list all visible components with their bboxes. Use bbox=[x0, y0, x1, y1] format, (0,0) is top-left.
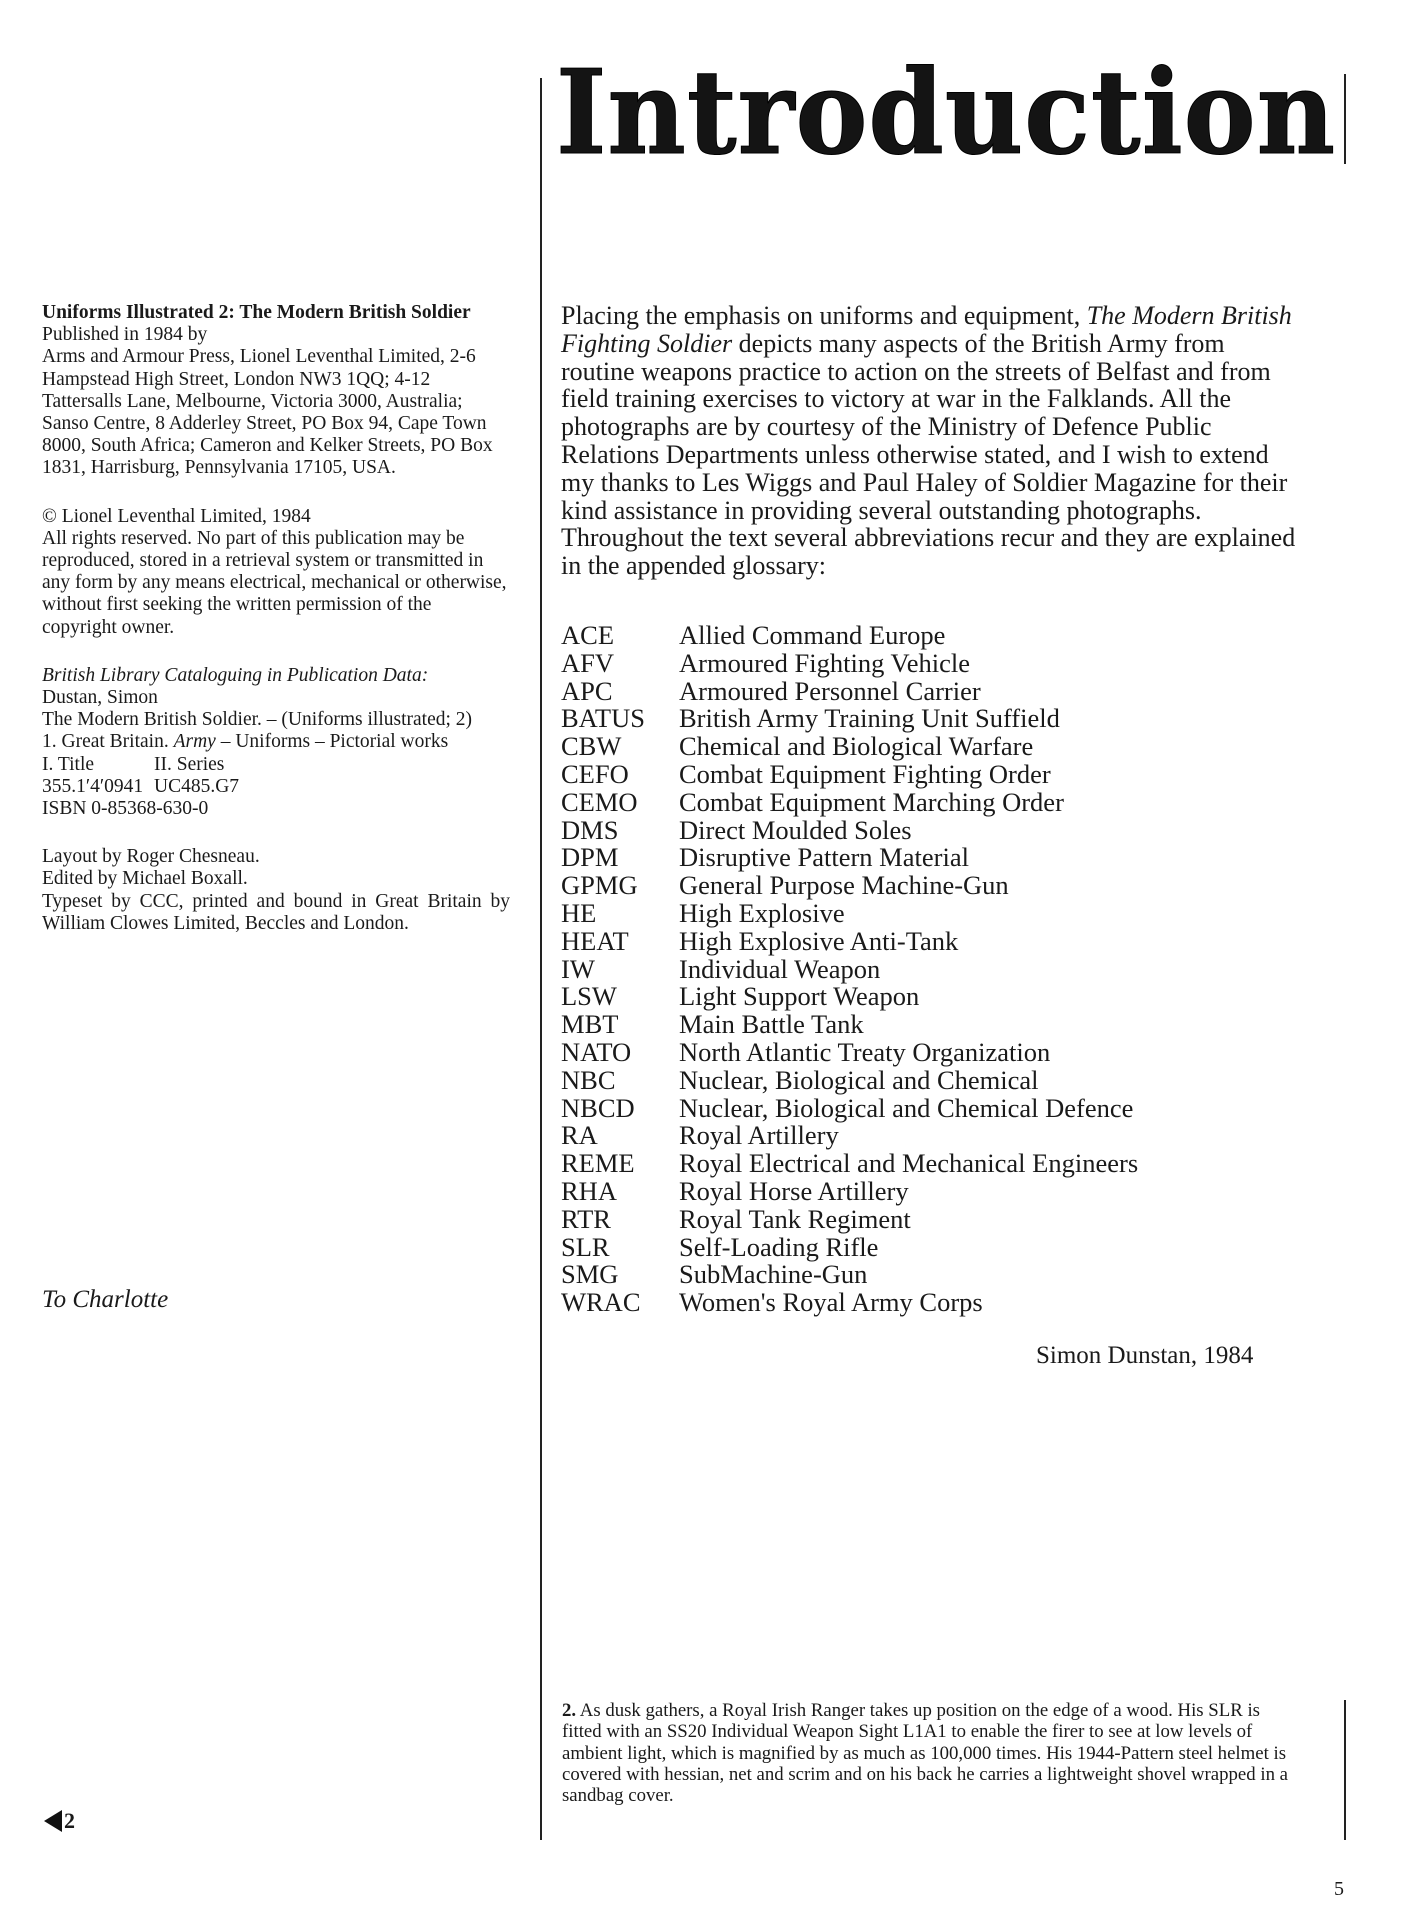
glossary-abbr: REME bbox=[561, 1148, 635, 1179]
page-marker-number: 2 bbox=[64, 1808, 75, 1833]
glossary-abbr: CEMO bbox=[561, 786, 638, 817]
page-number: 5 bbox=[1334, 1878, 1344, 1900]
cip-subject: 1. Great Britain. Army – Uniforms – Pictorial works bbox=[42, 731, 449, 753]
book-title: Uniforms Illustrated 2: The Modern British Soldier bbox=[42, 302, 471, 323]
intro-book-title: The Modern British Fighting Soldier bbox=[561, 301, 1292, 358]
published-line: Published in 1984 by bbox=[42, 324, 208, 346]
glossary-row bbox=[561, 647, 1138, 678]
imprint-column bbox=[42, 302, 510, 961]
copyright-line: © Lionel Leventhal Limited, 1984 bbox=[42, 505, 311, 527]
copyright-block bbox=[42, 506, 510, 639]
glossary-row bbox=[561, 1231, 1138, 1262]
glossary-abbr: NATO bbox=[561, 1036, 632, 1067]
layout-credit: Layout by Roger Chesneau. bbox=[42, 846, 260, 868]
glossary-row bbox=[561, 1092, 1138, 1123]
editor-credit: Edited by Michael Boxall. bbox=[42, 868, 248, 890]
glossary-definition: Allied Command Europe bbox=[679, 620, 946, 650]
glossary-definition: Nuclear, Biological and Chemical bbox=[679, 1064, 1039, 1095]
glossary-row bbox=[561, 1261, 1138, 1289]
left-arrow-icon bbox=[44, 1810, 62, 1832]
glossary-abbr: RHA bbox=[561, 1175, 617, 1206]
glossary-abbr: DMS bbox=[561, 814, 619, 845]
glossary-definition: High Explosive bbox=[679, 897, 845, 928]
glossary-definition: Armoured Personnel Carrier bbox=[679, 675, 981, 706]
glossary-row bbox=[561, 1289, 1138, 1317]
glossary-definition: General Purpose Machine-Gun bbox=[679, 870, 1009, 901]
glossary-row bbox=[561, 897, 1138, 928]
glossary-list bbox=[561, 622, 1138, 1317]
glossary-definition: Light Support Weapon bbox=[679, 981, 920, 1012]
photo-caption bbox=[562, 1700, 1292, 1806]
cip-title-series: I. Title II. Series bbox=[42, 753, 225, 775]
glossary-definition: Self-Loading Rifle bbox=[679, 1231, 879, 1262]
glossary-definition: Direct Moulded Soles bbox=[679, 814, 912, 845]
glossary-definition: Combat Equipment Marching Order bbox=[679, 786, 1064, 817]
credits-block bbox=[42, 846, 510, 935]
glossary-definition: British Army Training Unit Suffield bbox=[679, 703, 1060, 734]
glossary-row bbox=[561, 872, 1138, 900]
glossary-row bbox=[561, 1011, 1138, 1039]
glossary-row bbox=[561, 1175, 1138, 1206]
glossary-definition: Main Battle Tank bbox=[679, 1009, 864, 1040]
typeset-credit: Typeset by CCC, printed and bound in Great Britain by William Clowes Limited, Beccles and London. bbox=[42, 890, 510, 934]
glossary-definition: Individual Weapon bbox=[679, 953, 881, 984]
glossary-abbr: RTR bbox=[561, 1203, 611, 1234]
glossary-abbr: HE bbox=[561, 897, 597, 928]
glossary-abbr: CBW bbox=[561, 731, 622, 762]
intro-paragraph bbox=[561, 302, 1301, 580]
cip-classification: 355.1′4′0941 UC485.G7 bbox=[42, 775, 240, 797]
glossary-definition: Nuclear, Biological and Chemical Defence bbox=[679, 1092, 1134, 1123]
author-signature: Simon Dunstan, 1984 bbox=[1036, 1342, 1254, 1369]
glossary-abbr: MBT bbox=[561, 1009, 619, 1040]
glossary-row bbox=[561, 733, 1138, 761]
glossary-row bbox=[561, 705, 1138, 733]
intro-text-before: Placing the emphasis on uniforms and equipment, bbox=[561, 301, 1081, 330]
cip-heading: British Library Cataloguing in Publication Data: bbox=[42, 664, 429, 686]
glossary-row bbox=[561, 1122, 1138, 1150]
glossary-definition: High Explosive Anti-Tank bbox=[679, 925, 959, 956]
glossary-abbr: LSW bbox=[561, 981, 617, 1012]
cip-block bbox=[42, 665, 510, 820]
rights-statement: All rights reserved. No part of this publication may be reproduced, stored in a retrieval system or transmitted in any form by any means electrical, mechanical or otherwise, without first seeking the written permission of the copyright owner. bbox=[42, 527, 507, 638]
glossary-definition: Royal Tank Regiment bbox=[679, 1203, 911, 1234]
glossary-row bbox=[561, 758, 1138, 789]
glossary-definition: Royal Horse Artillery bbox=[679, 1175, 909, 1206]
glossary-definition: Disruptive Pattern Material bbox=[679, 842, 969, 873]
publication-block bbox=[42, 302, 510, 480]
glossary-abbr: APC bbox=[561, 675, 613, 706]
glossary-abbr: SLR bbox=[561, 1231, 610, 1262]
glossary-abbr: RA bbox=[561, 1120, 598, 1151]
cip-author: Dustan, Simon bbox=[42, 687, 158, 709]
dedication: To Charlotte bbox=[42, 1286, 169, 1313]
title-right-rule bbox=[1344, 74, 1346, 164]
glossary-row bbox=[561, 925, 1138, 956]
glossary-row bbox=[561, 844, 1138, 872]
cip-title: The Modern British Soldier. – (Uniforms illustrated; 2) bbox=[42, 709, 473, 731]
glossary-row bbox=[561, 1036, 1138, 1067]
intro-text-after: depicts many aspects of the British Army from routine weapons practice to action on the streets of Belfast and from field training exercises to victory at war in the Falklands. All the photographs are by courtesy of the Ministry of Defence Public Relations Departments unless otherwise stated, and I wish to extend my thanks to Les Wiggs and Paul Haley of Soldier Magazine for their kind assistance in providing several outstanding photographs. Throughout the text several abbreviations recur and they are explained in the appended glossary: bbox=[561, 328, 1296, 581]
glossary-row bbox=[561, 1064, 1138, 1095]
caption-number: 2. bbox=[562, 1700, 577, 1721]
glossary-definition: SubMachine-Gun bbox=[679, 1259, 868, 1290]
isbn: ISBN 0-85368-630-0 bbox=[42, 798, 209, 820]
glossary-definition: Royal Electrical and Mechanical Engineers bbox=[679, 1148, 1139, 1179]
glossary-abbr: DPM bbox=[561, 842, 619, 873]
glossary-abbr: NBCD bbox=[561, 1092, 635, 1123]
glossary-abbr: BATUS bbox=[561, 703, 645, 734]
glossary-definition: Chemical and Biological Warfare bbox=[679, 731, 1034, 762]
glossary-abbr: ACE bbox=[561, 620, 614, 650]
caption-right-rule bbox=[1344, 1700, 1346, 1840]
glossary-definition: Combat Equipment Fighting Order bbox=[679, 758, 1051, 789]
caption-text: As dusk gathers, a Royal Irish Ranger takes up position on the edge of a wood. His SLR is fitted with an SS20 Individual Weapon Sight L1A1 to enable the firer to see at low levels of ambient light, which is magnified by as much as 100,000 times. His 1944-Pattern steel helmet is covered with hessian, net and scrim and on his back he carries a lightweight shovel wrapped in a sandbag cover. bbox=[562, 1700, 1288, 1807]
glossary-row bbox=[561, 814, 1138, 845]
glossary-definition: Armoured Fighting Vehicle bbox=[679, 647, 970, 678]
glossary-abbr: WRAC bbox=[561, 1287, 641, 1318]
glossary-row bbox=[561, 622, 1138, 650]
page-marker bbox=[44, 1808, 75, 1834]
glossary-abbr: GPMG bbox=[561, 870, 638, 901]
glossary-row bbox=[561, 1150, 1138, 1178]
glossary-definition: North Atlantic Treaty Organization bbox=[679, 1036, 1051, 1067]
glossary-abbr: AFV bbox=[561, 647, 615, 678]
glossary-abbr: HEAT bbox=[561, 925, 629, 956]
glossary-row bbox=[561, 953, 1138, 984]
publisher-address: Arms and Armour Press, Lionel Leventhal Limited, 2-6 Hampstead High Street, London NW3 1QQ; 4-12 Tattersalls Lane, Melbourne, Victoria 3000, Australia; Sanso Centre, 8 Adderley Street, PO Box 94, Cape Town 8000, South Africa; Cameron and Kelker Streets, PO Box 1831, Harrisburg, Pennsylvania 17105, USA. bbox=[42, 346, 493, 479]
column-divider bbox=[540, 78, 542, 1840]
glossary-abbr: IW bbox=[561, 953, 595, 984]
page-title: Introduction bbox=[556, 45, 1336, 181]
glossary-abbr: NBC bbox=[561, 1064, 616, 1095]
glossary-row bbox=[561, 983, 1138, 1011]
glossary-definition: Women's Royal Army Corps bbox=[679, 1287, 983, 1318]
glossary-row bbox=[561, 675, 1138, 706]
glossary-row bbox=[561, 786, 1138, 817]
glossary-definition: Royal Artillery bbox=[679, 1120, 839, 1151]
glossary-abbr: CEFO bbox=[561, 758, 629, 789]
glossary-row bbox=[561, 1203, 1138, 1234]
glossary-abbr: SMG bbox=[561, 1259, 619, 1290]
